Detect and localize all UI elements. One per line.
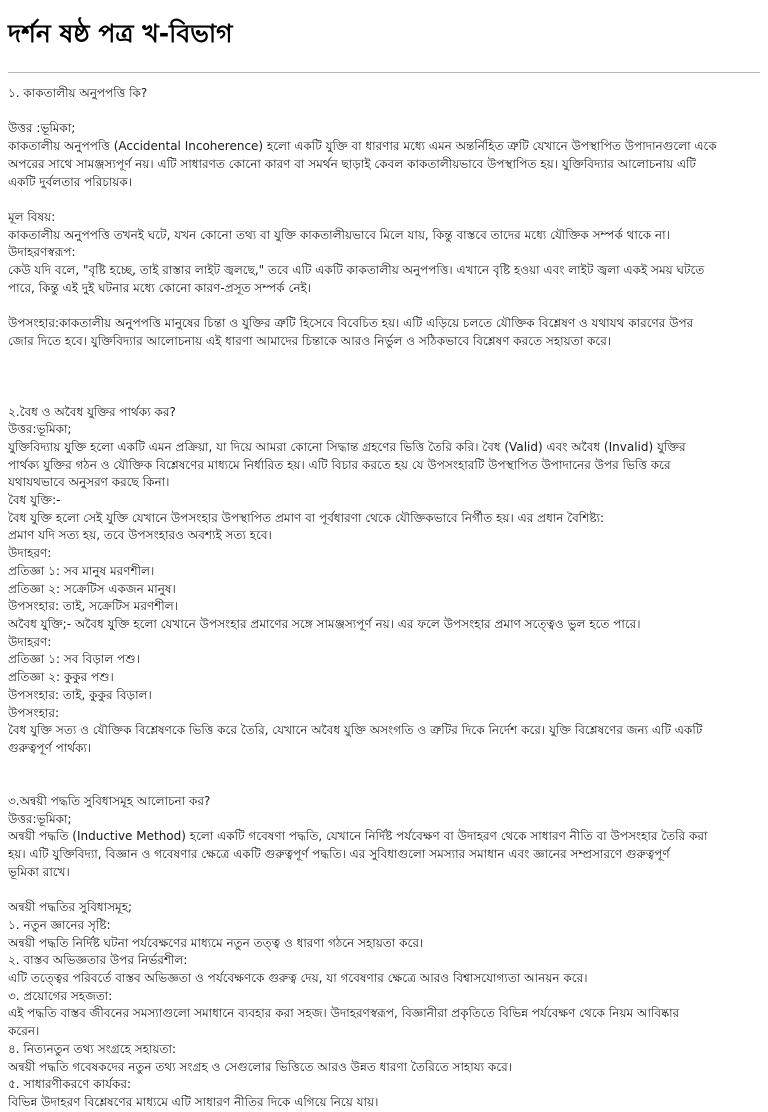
text-line: ভূমিকা রাখে।	[8, 864, 70, 879]
text-line: অপরের সাথে সামঞ্জস্যপূর্ণ নয়। এটি সাধারণত কোনো কারণ বা সমর্থন ছাড়াই কেবল কাকতালীয়ভাবে উপস্থাপিত হয়। যুক্তিবিদ্যার আলোচনায় এটি	[8, 156, 696, 171]
blank-line	[8, 775, 760, 793]
text-line: উত্তর:ভূমিকা;	[8, 811, 72, 826]
text-line: ৩. প্রয়োগের সহজতা:	[8, 988, 113, 1003]
blank-line	[8, 191, 760, 209]
document-body	[8, 85, 760, 1112]
blank-line	[8, 882, 760, 900]
blank-line	[8, 386, 760, 404]
text-line: উদাহরণ:	[8, 634, 52, 649]
text-line: বৈধ যুক্তি সত্য ও যৌক্তিক বিশ্লেষণকে ভিত্তি করে তৈরি, যেখানে অবৈধ যুক্তি অসংগতি ও ত্রুটির দিকে নির্দেশ করে। যুক্তি বিশ্লেষণের জন্য এটি একটি	[8, 723, 703, 738]
text-line: উপসংহার: তাই, সক্রেটিস মরণশীল।	[8, 599, 178, 614]
text-line: উপসংহার:	[8, 705, 60, 720]
text-line: ৩.অন্বয়ী পদ্ধতি সুবিধাসমূহ আলোচনা কর?	[8, 794, 211, 808]
text-line: পার্থক্য যুক্তির গঠন ও যৌক্তিক বিশ্লেষণের মাধ্যমে নির্ধারিত হয়। এটি বিচার করতে হয় যে উপসংহারটি উপস্থাপিত উপাদানের উপর ভিত্তি করে	[8, 457, 671, 472]
text-line: প্রমাণ যদি সত্য হয়, তবে উপসংহারও অবশ্যই সত্য হবে।	[8, 528, 272, 543]
document-page	[8, 0, 760, 1112]
text-line: যুক্তিবিদ্যায় যুক্তি হলো একটি এমন প্রক্রিয়া, যা দিয়ে আমরা কোনো সিদ্ধান্ত গ্রহণের ভিত্তি তৈরি করি। বৈধ (Valid) এবং অবৈধ (Invalid) যুক্তির	[8, 439, 686, 454]
text-line: বৈধ যুক্তি:-	[8, 493, 61, 508]
page-title: দর্শন ষষ্ঠ পত্র খ-বিভাগ	[8, 19, 233, 48]
text-line: প্রতিজ্ঞা ১: সব বিড়াল পশু।	[8, 652, 140, 667]
text-line: গুরুত্বপূর্ণ পার্থক্য।	[8, 740, 92, 755]
text-line: অন্বয়ী পদ্ধতি গবেষকদের নতুন তথ্য সংগ্রহ ও সেগুলোর ভিত্তিতে আরও উন্নত ধারণা তৈরিতে সাহায্য করে।	[8, 1059, 513, 1074]
text-line: ৪. নিত্যনতুন তথ্য সংগ্রহে সহায়তা:	[8, 1041, 177, 1056]
text-line: প্রতিজ্ঞা ১: সব মানুষ মরণশীল।	[8, 563, 155, 578]
text-line: অন্বয়ী পদ্ধতির সুবিধাসমূহ;	[8, 900, 133, 915]
text-line: কাকতালীয় অনুপপত্তি তখনই ঘটে, যখন কোনো তথ্য বা যুক্তি কাকতালীয়ভাবে মিলে যায়, কিন্তু বাস্তবে তাদের মধ্যে যৌক্তিক সম্পর্ক থাকে না।	[8, 227, 670, 242]
text-line: জোর দিতে হবে। যুক্তিবিদ্যার আলোচনায় এই ধারণা আমাদের চিন্তাকে আরও নির্ভুল ও সঠিকভাবে বিশ্লেষণ করতে সহায়তা করে।	[8, 333, 612, 348]
title-divider	[8, 72, 760, 73]
text-line: উত্তর:ভূমিকা;	[8, 422, 72, 437]
text-line: উত্তর :ভূমিকা;	[8, 121, 76, 136]
text-line: বৈধ যুক্তি হলো সেই যুক্তি যেখানে উপসংহার উপস্থাপিত প্রমাণ বা পূর্বধারণা থেকে যৌক্তিকভাবে নির্গীত হয়। এর প্রধান বৈশিষ্ট্য:	[8, 510, 605, 525]
text-line: যথাযথভাবে অনুসরণ করছে কিনা।	[8, 475, 170, 490]
text-line: প্রতিজ্ঞা ২: কুকুর পশু।	[8, 670, 114, 685]
text-line: কেউ যদি বলে, "বৃষ্টি হচ্ছে, তাই রাস্তার লাইট জ্বলছে," তবে এটি একটি কাকতালীয় অনুপপত্তি। এখানে বৃষ্টি হওয়া এবং লাইট জ্বলা একই সময় ঘটতে	[8, 263, 705, 277]
blank-line	[8, 368, 760, 386]
blank-line	[8, 351, 760, 369]
text-line: উপসংহার: তাই, কুকুর বিড়াল।	[8, 687, 152, 702]
blank-line	[8, 297, 760, 315]
text-line: অন্বয়ী পদ্ধতি (Inductive Method) হলো একটি গবেষণা পদ্ধতি, যেখানে নির্দিষ্ট পর্যবেক্ষণ বা উদাহরণ থেকে সাধারণ নীতি বা উপসংহার তৈরি করা	[8, 829, 708, 844]
text-line: বিভিন্ন উদাহরণ বিশ্লেষণের মাধ্যমে এটি সাধারণ নীতির দিকে এগিয়ে নিয়ে যায়।	[8, 1094, 379, 1109]
text-line: অন্বয়ী পদ্ধতি নির্দিষ্ট ঘটনা পর্যবেক্ষণের মাধ্যমে নতুন তত্ত্ব ও ধারণা গঠনে সহায়তা করে।	[8, 935, 424, 950]
text-line: পারে, কিন্তু এই দুই ঘটনার মধ্যে কোনো কারণ-প্রসূত সম্পর্ক নেই।	[8, 280, 312, 295]
text-line: ৫. সাধারণীকরণে কার্যকর:	[8, 1077, 132, 1092]
text-line: উপসংহার:কাকতালীয় অনুপপত্তি মানুষের চিন্তা ও যুক্তির ত্রুটি হিসেবে বিবেচিত হয়। এটি এড়িয়ে চলতে যৌক্তিক বিশ্লেষণ ও যথাযথ কারণের উপর	[8, 316, 694, 331]
text-line: প্রতিজ্ঞা ২: সক্রেটিস একজন মানুষ।	[8, 581, 176, 596]
text-line: উদাহরণস্বরূপ:	[8, 245, 76, 260]
text-line: হয়। এটি যুক্তিবিদ্যা, বিজ্ঞান ও গবেষণার ক্ষেত্রে একটি গুরুত্বপূর্ণ পদ্ধতি। এর সুবিধাগুলো সমস্যার সমাধান এবং জ্ঞানের সম্প্রসারণে গুরুত্বপূর্ণ	[8, 847, 670, 862]
text-line: উদাহরণ:	[8, 546, 52, 561]
text-line: মূল বিষয়:	[8, 209, 56, 224]
text-line: এই পদ্ধতি বাস্তব জীবনের সমস্যাগুলো সমাধানে ব্যবহার করা সহজ। উদাহরণস্বরূপ, বিজ্ঞানীরা প্রকৃতিতে বিভিন্ন পর্যবেক্ষণ থেকে নিয়ম আবিষ্কার	[8, 1006, 680, 1021]
text-line: অবৈধ যুক্তি;- অবৈধ যুক্তি হলো যেখানে উপসংহার প্রমাণের সঙ্গে সামঞ্জস্যপূর্ণ নয়। এর ফলে উপসংহার প্রমাণ সত্ত্বেও ভুল হতে পারে।	[8, 617, 641, 631]
text-line: ২.বৈধ ও অবৈধ যুক্তির পার্থক্য কর?	[8, 404, 176, 419]
text-line: ২. বাস্তব অভিজ্ঞতার উপর নির্ভরশীল:	[8, 953, 188, 968]
text-line: করেন।	[8, 1024, 40, 1039]
text-line: ১. নতুন জ্ঞানের সৃষ্টি:	[8, 917, 111, 932]
text-line: এটি তত্ত্বের পরিবর্তে বাস্তব অভিজ্ঞতা ও পর্যবেক্ষণকে গুরুত্ব দেয়, যা গবেষণার ক্ষেত্রে আরও বিশ্বাসযোগ্যতা আনয়ন করে।	[8, 971, 588, 986]
text-line: কাকতালীয় অনুপপত্তি (Accidental Incoherence) হলো একটি যুক্তি বা ধারণার মধ্যে এমন অন্তর্নিহিত ত্রুটি যেখানে উপস্থাপিত উপাদানগুলো একে	[8, 139, 717, 154]
blank-line	[8, 103, 760, 121]
text-line: একটি দুর্বলতার পরিচায়ক।	[8, 174, 133, 189]
blank-line	[8, 758, 760, 776]
text-line: ১. কাকতালীয় অনুপপত্তি কি?	[8, 86, 148, 100]
